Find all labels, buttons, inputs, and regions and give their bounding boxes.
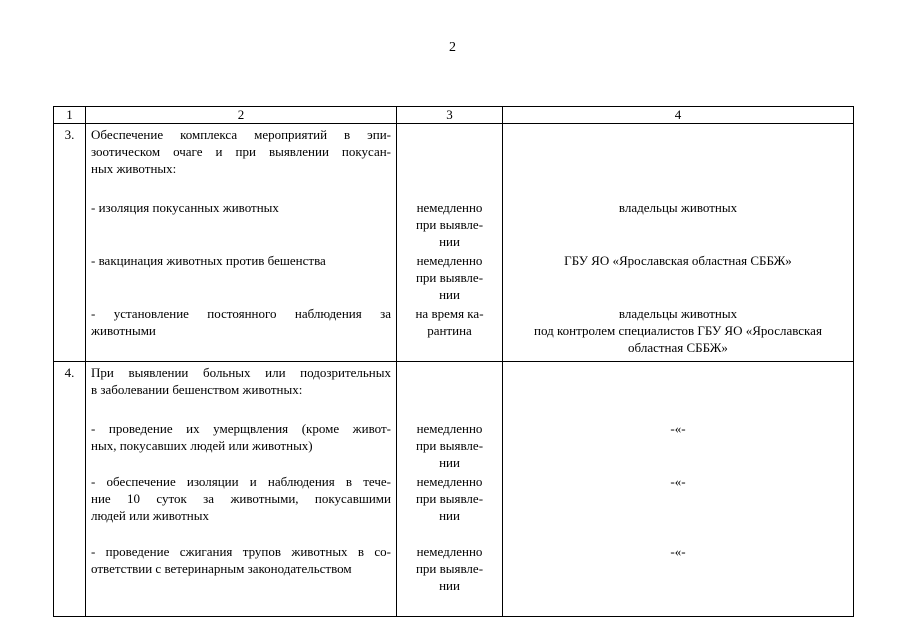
text-line: немедленно	[416, 253, 483, 268]
text-line: при выявле-	[415, 491, 484, 506]
text-line: на время ка-	[415, 306, 484, 321]
section-intro	[91, 126, 391, 199]
responsible-cell	[503, 124, 854, 362]
action-item	[91, 199, 391, 252]
responsible-item	[503, 252, 853, 305]
text-line: нии	[439, 455, 460, 470]
action-cell	[86, 124, 397, 362]
header-col-2: 2	[86, 107, 397, 124]
text-line: При выявлении больных или подозрительных	[91, 365, 391, 380]
text-line: - обеспечение изоляции и наблюдения в тече-	[91, 474, 391, 489]
text-line: немедленно	[416, 474, 483, 489]
text-line: нии	[439, 287, 460, 302]
text-line: ГБУ ЯО «Ярославская областная СББЖ»	[564, 253, 792, 268]
text-line: областная СББЖ»	[628, 340, 728, 355]
responsible-item	[503, 473, 853, 543]
text-line: - изоляция покусанных животных	[91, 200, 279, 215]
measures-table	[53, 106, 854, 617]
action-cell	[86, 362, 397, 617]
responsible-item	[503, 305, 853, 358]
text-line: ных, покусавших людей или животных)	[91, 438, 313, 453]
text-line: -«-	[670, 421, 686, 436]
table-header-row	[54, 107, 854, 124]
term-item	[397, 420, 502, 473]
text-line: - проведение их умерщвления (кроме живот-	[91, 421, 391, 436]
text-line: - установление постоянного наблюдения за	[91, 306, 391, 321]
text-line: при выявле-	[415, 217, 484, 232]
header-col-4: 4	[503, 107, 854, 124]
table-row	[54, 362, 854, 617]
action-item	[91, 252, 391, 305]
text-line: нии	[439, 578, 460, 593]
text-line: животными	[91, 323, 156, 338]
text-line: -«-	[670, 544, 686, 559]
text-line: -«-	[670, 474, 686, 489]
text-line: немедленно	[416, 421, 483, 436]
text-line: нии	[439, 234, 460, 249]
text-line: нии	[439, 508, 460, 523]
text-line: в заболевании бешенством животных:	[91, 382, 303, 397]
text-line: людей или животных	[91, 508, 209, 523]
text-line: ных животных:	[91, 161, 177, 176]
table-row	[54, 124, 854, 362]
text-line: владельцы животных	[618, 200, 738, 215]
table-body	[54, 124, 854, 617]
section-intro	[91, 364, 391, 420]
header-col-1: 1	[54, 107, 86, 124]
text-line: Обеспечение комплекса мероприятий в эпи-	[91, 127, 391, 142]
page-number: 2	[449, 40, 456, 55]
action-item	[91, 305, 391, 358]
row-number: 4.	[54, 362, 86, 617]
term-item	[397, 199, 502, 252]
responsible-cell	[503, 362, 854, 617]
term-item	[397, 305, 502, 358]
responsible-item	[503, 420, 853, 473]
action-item	[91, 543, 391, 613]
text-line: владельцы животных	[618, 306, 738, 321]
text-line: - вакцинация животных против бешенства	[91, 253, 326, 268]
text-line: немедленно	[416, 544, 483, 559]
text-line: при выявле-	[415, 561, 484, 576]
text-line: рантина	[427, 323, 472, 338]
text-line: ние 10 суток за животными, покусавшими	[91, 491, 391, 506]
action-item	[91, 420, 391, 473]
responsible-item	[503, 199, 853, 252]
term-cell	[397, 124, 503, 362]
term-cell	[397, 362, 503, 617]
text-line: немедленно	[416, 200, 483, 215]
text-line: ответствии с ветеринарным законодательством	[91, 561, 352, 576]
text-line: - проведение сжигания трупов животных в со-	[91, 544, 391, 559]
text-line: при выявле-	[415, 270, 484, 285]
row-number: 3.	[54, 124, 86, 362]
term-item	[397, 252, 502, 305]
header-col-3: 3	[397, 107, 503, 124]
text-line: зоотическом очаге и при выявлении покусан-	[91, 144, 391, 159]
action-item	[91, 473, 391, 543]
term-item	[397, 473, 502, 543]
text-line: при выявле-	[415, 438, 484, 453]
text-line: под контролем специалистов ГБУ ЯО «Ярославская	[534, 323, 822, 338]
responsible-item	[503, 543, 853, 613]
term-item	[397, 543, 502, 613]
